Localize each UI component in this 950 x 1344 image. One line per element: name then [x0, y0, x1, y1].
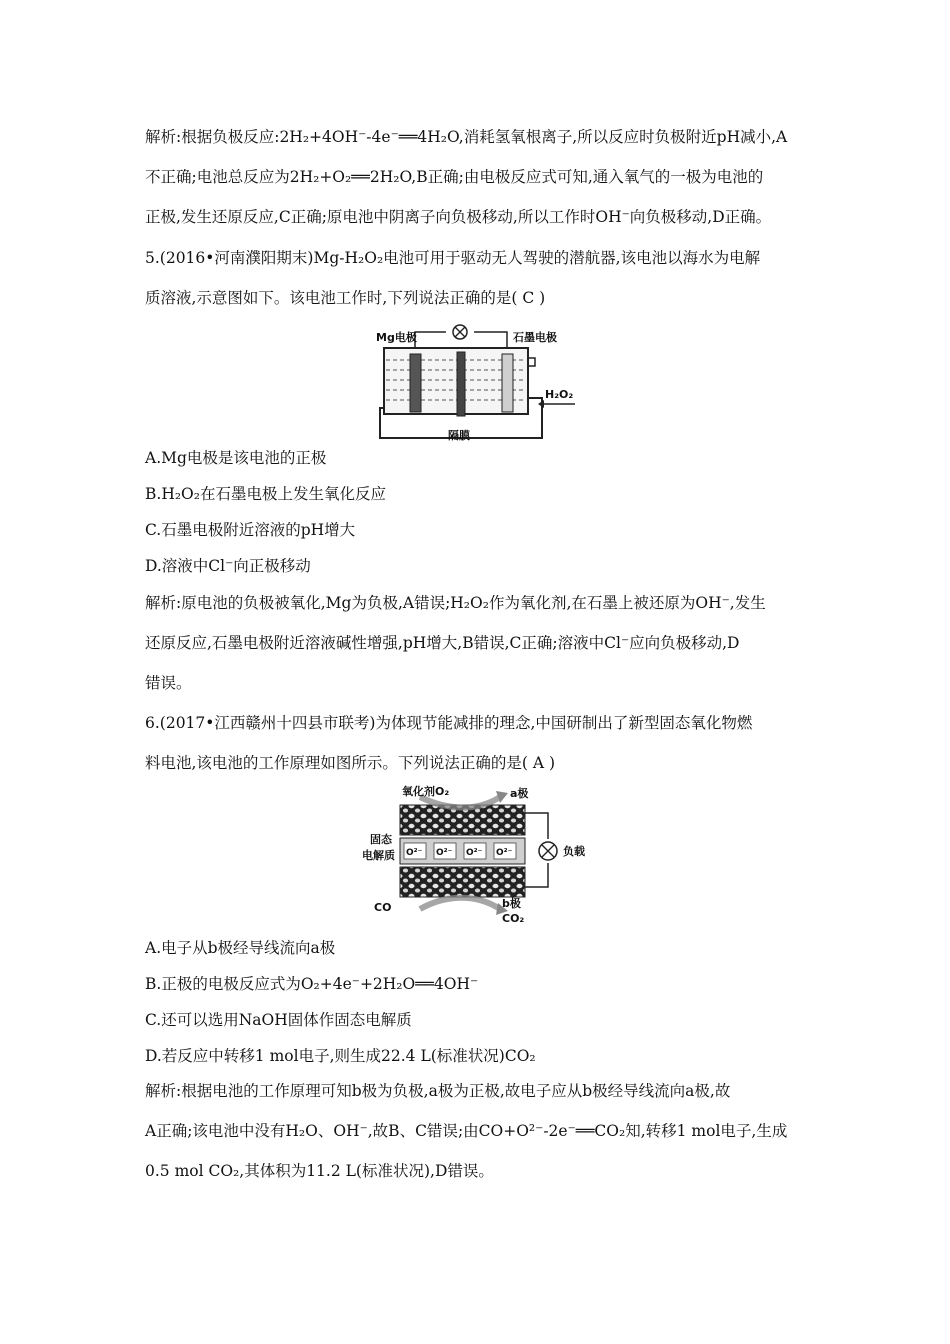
q6-option-b: B.正极的电极反应式为O₂+4e⁻+2H₂O══4OH⁻ — [145, 975, 479, 993]
q5-option-b: B.H₂O₂在石墨电极上发生氧化反应 — [145, 485, 386, 503]
h2o2-label: H₂O₂ — [545, 388, 574, 401]
load-bulb-icon — [539, 842, 557, 860]
co-label: CO — [374, 901, 392, 914]
graphite-electrode-label: 石墨电极 — [513, 331, 557, 344]
ion-label-2: O²⁻ — [436, 848, 453, 858]
ion-label-3: O²⁻ — [466, 848, 483, 858]
q6-option-a: A.电子从b极经导线流向a极 — [145, 939, 336, 957]
q4-analysis-line-3: 正极,发生还原反应,C正确;原电池中阴离子向负极移动,所以工作时OH⁻向负极移动,D正确。 — [145, 208, 772, 226]
q5-option-c: C.石墨电极附近溶液的pH增大 — [145, 521, 356, 539]
q5-stem-line-1: 5.(2016•河南濮阳期末)Mg-H₂O₂电池可用于驱动无人驾驶的潜航器,该电池以海水为电解 — [145, 249, 761, 267]
q5-stem-line-2: 质溶液,示意图如下。该电池工作时,下列说法正确的是( C ) — [145, 289, 546, 307]
q5-option-a: A.Mg电极是该电池的正极 — [145, 449, 327, 467]
q6-analysis-line-3: 0.5 mol CO₂,其体积为11.2 L(标准状况),D错误。 — [145, 1162, 494, 1180]
q6-option-d: D.若反应中转移1 mol电子,则生成22.4 L(标准状况)CO₂ — [145, 1047, 536, 1065]
co2-label: CO₂ — [502, 912, 525, 925]
solid-electrolyte-label-1: 固态 — [370, 833, 392, 846]
q6-stem-line-2: 料电池,该电池的工作原理如图所示。下列说法正确的是( A ) — [145, 754, 556, 772]
oxidant-label: 氧化剂O₂ — [402, 785, 450, 798]
q6-option-c: C.还可以选用NaOH固体作固态电解质 — [145, 1011, 412, 1029]
mg-h2o2-battery-diagram — [370, 318, 580, 443]
membrane-label: 隔膜 — [448, 429, 470, 442]
q6-analysis-line-2: A正确;该电池中没有H₂O、OH⁻,故B、C错误;由CO+O²⁻-2e⁻══CO₂知,转移1 mol电子,生成 — [145, 1122, 788, 1140]
solid-oxide-fuel-cell-diagram — [360, 783, 600, 925]
q4-analysis-line-2: 不正确;电池总反应为2H₂+O₂══2H₂O,B正确;由电极反应式可知,通入氧气的一极为电池的 — [145, 168, 764, 186]
electrode-a-label: a极 — [510, 787, 529, 800]
ion-label-4: O²⁻ — [496, 848, 513, 858]
electrode-b-label: b极 — [502, 897, 521, 910]
ion-label-1: O²⁻ — [406, 848, 423, 858]
q5-option-d: D.溶液中Cl⁻向正极移动 — [145, 557, 311, 575]
bulb-icon — [453, 325, 467, 339]
q4-analysis-line-1: 解析:根据负极反应:2H₂+4OH⁻-4e⁻══4H₂O,消耗氢氧根离子,所以反应时负极附近pH减小,A — [145, 128, 788, 146]
electrode-b-layer — [400, 867, 525, 897]
load-label: 负载 — [563, 845, 585, 858]
graphite-electrode — [502, 354, 513, 412]
q6-stem-line-1: 6.(2017•江西赣州十四县市联考)为体现节能减排的理念,中国研制出了新型固态氧化物燃 — [145, 714, 753, 732]
q5-analysis-line-3: 错误。 — [145, 674, 192, 692]
q6-analysis-line-1: 解析:根据电池的工作原理可知b极为负极,a极为正极,故电子应从b极经导线流向a极,故 — [145, 1082, 731, 1100]
q5-analysis-line-2: 还原反应,石墨电极附近溶液碱性增强,pH增大,B错误,C正确;溶液中Cl⁻应向负极移动,D — [145, 634, 740, 652]
membrane — [457, 352, 465, 416]
q5-analysis-line-1: 解析:原电池的负极被氧化,Mg为负极,A错误;H₂O₂作为氧化剂,在石墨上被还原为OH⁻,发生 — [145, 594, 766, 612]
mg-electrode — [410, 354, 421, 412]
solid-electrolyte-label-2: 电解质 — [362, 849, 395, 862]
mg-electrode-label: Mg电极 — [376, 331, 417, 344]
